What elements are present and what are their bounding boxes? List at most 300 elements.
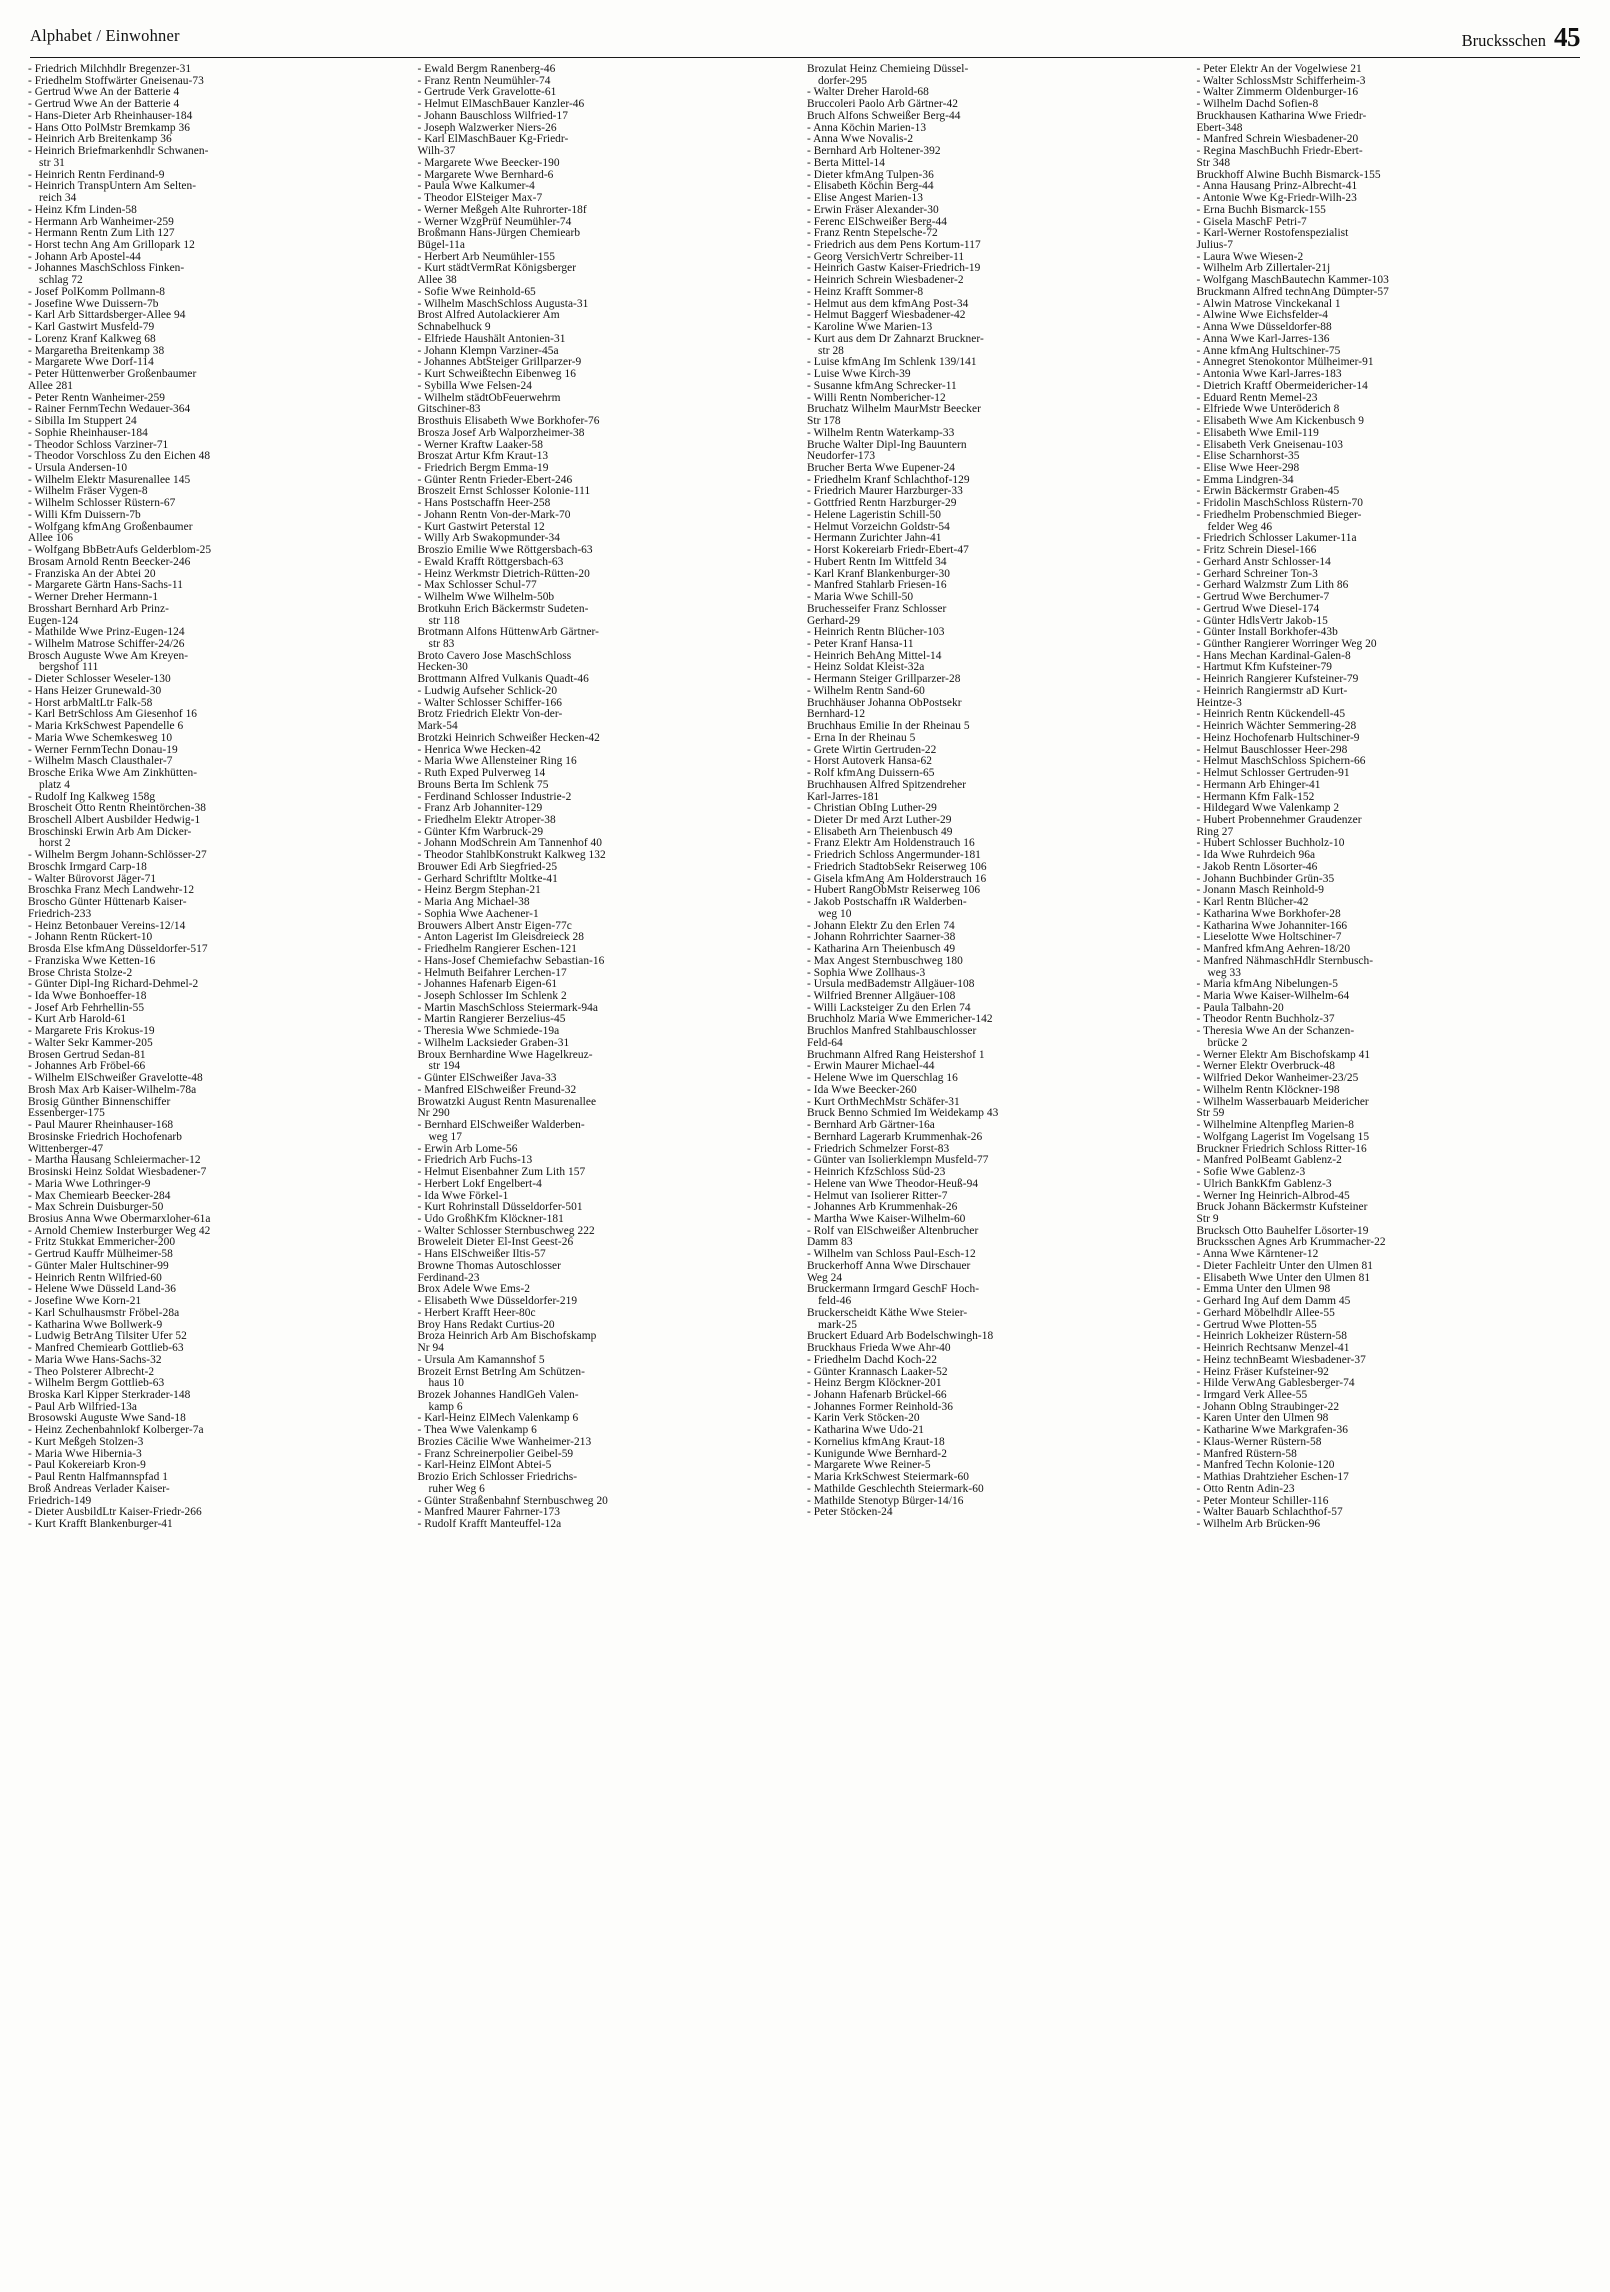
directory-entry: ruher Weg 6 (428, 1482, 485, 1495)
directory-entry: - Dieter AusbildLtr Kaiser-Friedr-266 (28, 1506, 202, 1519)
directory-entry: - Gertrud Wwe Diesel-174 (1196, 602, 1320, 615)
directory-entry: - Wilhelm Bergm Gottlieb-63 (28, 1377, 165, 1390)
directory-entry: Brosthuis Elisabeth Wwe Borkhofer-76 (417, 415, 600, 428)
directory-entry: - Heinz Soldat Kleist-32a (807, 661, 925, 674)
entry-list-3 (807, 64, 1185, 1519)
directory-entry: Broszat Artur Kfm Kraut-13 (417, 450, 549, 463)
directory-entry: - Heinrich Gastw Kaiser-Friedrich-19 (807, 262, 981, 275)
directory-entry: - Wilhelm Wasserbauarb Meidericher (1196, 1095, 1369, 1108)
directory-entry: - Heinz Betonbauer Vereins-12/14 (28, 919, 186, 932)
directory-entry: - Wolfgang MaschBautechn Kammer-103 (1196, 274, 1389, 287)
directory-entry: - Ludwig BetrAng Tilsiter Ufer 52 (28, 1330, 187, 1343)
directory-entry: - Ida Wwe Bonhoeffer-18 (28, 990, 147, 1003)
directory-entry: - Manfred Maurer Fahrner-173 (417, 1506, 561, 1519)
directory-entry: - Erwin Maurer Michael-44 (807, 1060, 935, 1073)
directory-entry: Brosig Günther Binnenschiffer (28, 1095, 171, 1108)
directory-entry: - Lorenz Kranf Kalkweg 68 (28, 332, 156, 345)
directory-entry: Brouwers Albert Anstr Eigen-77c (417, 919, 572, 932)
directory-entry: - Emma Unter den Ulmen 98 (1196, 1283, 1331, 1296)
directory-entry: Broschell Albert Ausbilder Hedwig-1 (28, 814, 201, 826)
directory-entry: - Ida Wwe Beecker-260 (807, 1083, 917, 1096)
directory-entry: - Bernhard Lagerarb Krummenhak-26 (807, 1130, 983, 1143)
directory-entry: - Gerhard Walzmstr Zum Lith 86 (1196, 579, 1349, 592)
directory-entry: - Berta Mittel-14 (807, 156, 886, 169)
directory-entry: - Walter Dreher Harold-68 (807, 86, 929, 99)
directory-entry: - Wilhelm Arb Zillertaler-21j (1196, 262, 1331, 275)
directory-entry: - Rudolf Ing Kalkweg 158g (28, 790, 156, 803)
directory-entry: - Wilhelm Dachd Sofien-8 (1196, 98, 1319, 111)
directory-entry: - Heinrich Rentn Wilfried-60 (28, 1271, 162, 1284)
directory-entry: - Wilhelm Lacksieder Graben-31 (417, 1036, 570, 1049)
directory-entry: - Anna Hausang Prinz-Albrecht-41 (1196, 180, 1358, 193)
directory-entry: - Manfred NähmaschHdlr Sternbusch- (1196, 954, 1374, 967)
directory-entry: Friedrich-149 (28, 1494, 92, 1507)
directory-entry: weg 10 (818, 907, 852, 920)
directory-entry: - Erwin Arb Lome-56 (417, 1142, 518, 1155)
directory-entry: Brosius Anna Wwe Obermarxloher-61a (28, 1212, 211, 1225)
directory-entry: - Erwin Bäckermstr Graben-45 (1196, 485, 1340, 498)
directory-entry: - Rolf van ElSchweißer Altenbrucher (807, 1224, 979, 1237)
directory-entry: - Bernhard ElSchweißer Walderben- (417, 1119, 585, 1132)
directory-entry: - Wilfried Brenner Allgäuer-108 (807, 990, 956, 1003)
directory-entry: Brozio Erich Schlosser Friedrichs- (417, 1471, 578, 1484)
directory-entry: - Helmut Vorzeichn Goldstr-54 (807, 520, 950, 533)
directory-entry: Bruchatz Wilhelm MaurMstr Beecker (807, 403, 981, 416)
header-divider (30, 57, 1580, 58)
directory-entry: - Manfred Rüstern-58 (1196, 1447, 1297, 1460)
directory-entry: - Friedrich StadtobSekr Reiserweg 106 (807, 860, 987, 873)
directory-entry: - Maria KrkSchwest Steiermark-60 (807, 1471, 969, 1484)
directory-entry: - Johann Bauschloss Wilfried-17 (417, 109, 569, 122)
directory-entry: - Johannes Arb Krummenhak-26 (807, 1201, 958, 1214)
directory-entry: Friedrich-233 (28, 907, 92, 920)
directory-entry: - Helmut Eisenbahner Zum Lith 157 (417, 1166, 586, 1179)
directory-entry: - Hans Postschaffn Heer-258 (417, 497, 551, 510)
directory-entry: - Erna In der Rheinau 5 (807, 731, 916, 744)
directory-entry: - Manfred Schrein Wiesbadener-20 (1196, 133, 1359, 146)
directory-entry: Allee 38 (417, 274, 457, 287)
directory-entry: - Gertrud Kauffr Mülheimer-58 (28, 1248, 173, 1261)
directory-entry: Broscho Günter Hüttenarb Kaiser- (28, 896, 187, 909)
directory-entry: - Gisela kfmAng Am Holderstrauch 16 (807, 872, 987, 885)
directory-entry: - Hubert RangObMstr Reiserweg 106 (807, 884, 981, 897)
directory-entry: mark-25 (818, 1318, 857, 1331)
directory-entry: - Helmut Bauschlosser Heer-298 (1196, 743, 1348, 756)
directory-entry: - Manfred ElSchweißer Freund-32 (417, 1083, 577, 1096)
directory-entry: haus 10 (428, 1377, 464, 1390)
directory-entry: Broux Bernhardine Wwe Hagelkreuz- (417, 1048, 593, 1061)
directory-entry: - Dietrich Kraftf Obermeidericher-14 (1196, 379, 1368, 392)
directory-entry: - Heinrich Rentn Kückendell-45 (1196, 708, 1346, 721)
directory-entry: - Franz Rentn Neumühler-74 (417, 74, 551, 87)
directory-entry: - Helmut aus dem kfmAng Post-34 (807, 297, 969, 310)
directory-entry: Damm 83 (807, 1236, 853, 1249)
directory-entry: - Rudolf Krafft Manteuffel-12a (417, 1518, 562, 1531)
directory-entry: - Mathilde Geschlechth Steiermark-60 (807, 1482, 984, 1495)
directory-entry: Julius-7 (1196, 239, 1233, 252)
directory-entry: dorfer-295 (818, 74, 867, 87)
directory-entry: - Martha Hausang Schleiermacher-12 (28, 1154, 201, 1167)
directory-entry: - Franz Arb Johanniter-129 (417, 802, 543, 815)
directory-entry: - Anton Lagerist Im Gleisdreieck 28 (417, 931, 585, 944)
directory-entry: Bruchholz Maria Wwe Emmericher-142 (807, 1013, 993, 1026)
directory-entry: Bruche Walter Dipl-Ing Bauuntern (807, 438, 967, 451)
directory-entry: - Johannes Arb Fröbel-66 (28, 1060, 146, 1073)
directory-entry: - Heinz Hochofenarb Hultschiner-9 (1196, 731, 1360, 744)
directory-entry: Bruchlos Manfred Stahlbauschlosser (807, 1025, 977, 1038)
directory-entry: - Willi Lacksteiger Zu den Erlen 74 (807, 1001, 971, 1014)
directory-entry: - Gerhard Ing Auf dem Damm 45 (1196, 1295, 1351, 1308)
directory-entry: - Anne kfmAng Hultschiner-75 (1196, 344, 1341, 357)
directory-entry: - Hans Otto PolMstr Bremkamp 36 (28, 121, 190, 134)
directory-entry: - Hans-Josef Chemiefachw Sebastian-16 (417, 954, 605, 967)
directory-entry: - Sophia Wwe Aachener-1 (417, 907, 539, 920)
directory-entry: - Friedrich Milchhdlr Bregenzer-31 (28, 63, 192, 75)
directory-entry: - Franziska An der Abtei 20 (28, 567, 156, 580)
directory-entry: - Elfriede Wwe Unteröderich 8 (1196, 403, 1340, 416)
directory-entry: - Günter Rentn Frieder-Ebert-246 (417, 473, 573, 486)
directory-entry: - Regina MaschBuchh Friedr-Ebert- (1196, 145, 1363, 158)
directory-entry: - Kurt städtVermRat Königsberger (417, 262, 577, 275)
directory-entry: - Wilhelm van Schloss Paul-Esch-12 (807, 1248, 976, 1261)
directory-entry: - Günter ElSchweißer Java-33 (417, 1072, 557, 1085)
directory-entry: Brozulat Heinz Chemieing Düssel- (807, 63, 969, 75)
directory-entry: - Helene Wwe im Querschlag 16 (807, 1072, 958, 1085)
directory-entry: - Josef PolKomm Pollmann-8 (28, 285, 166, 298)
directory-entry: - Gerhard Möbelhdlr Allee-55 (1196, 1306, 1335, 1319)
directory-entry: - Peter Rentn Wanheimer-259 (28, 391, 165, 404)
directory-entry: - Theodor Vorschloss Zu den Eichen 48 (28, 450, 211, 463)
directory-entry: Brox Adele Wwe Ems-2 (417, 1283, 530, 1296)
directory-entry: - Johannes AbtSteiger Grillparzer-9 (417, 356, 582, 369)
directory-entry: - Wilhelm Masch Clausthaler-7 (28, 755, 173, 768)
directory-entry: - Katharine Wwe Markgrafen-36 (1196, 1424, 1348, 1437)
directory-entry: - Friedrich Schlosser Lakumer-11a (1196, 532, 1357, 545)
directory-entry: - Martin Rangierer Berzelius-45 (417, 1013, 566, 1026)
directory-entry: - Grete Wirtin Gertruden-22 (807, 743, 937, 756)
directory-entry: - Johann Elektr Zu den Erlen 74 (807, 919, 955, 932)
directory-entry: - Karl Arb Sittardsberger-Allee 94 (28, 309, 186, 322)
directory-entry: - Gisela MaschF Petri-7 (1196, 215, 1307, 228)
directory-entry: Bruchhäuser Johanna ObPostsekr (807, 696, 962, 709)
directory-entry: felder Weg 46 (1207, 520, 1273, 533)
directory-entry: - Katharina Arn Theienbusch 49 (807, 943, 956, 956)
directory-entry: - Horst techn Ang Am Grillopark 12 (28, 239, 195, 252)
directory-entry: Str 178 (807, 415, 841, 428)
directory-entry: - Theodor ElSteiger Max-7 (417, 192, 543, 205)
directory-entry: - Kurt OrthMechMstr Schäfer-31 (807, 1095, 960, 1108)
directory-entry: Brosche Erika Wwe Am Zinkhütten- (28, 767, 198, 780)
directory-entry: - Willy Arb Swakopmunder-34 (417, 532, 561, 545)
directory-entry: - Hermann Kfm Falk-152 (1196, 790, 1315, 803)
directory-entry: - Peter Hüttenwerber Großenbaumer (28, 368, 197, 381)
directory-entry: - Ferenc ElSchweißer Berg-44 (807, 215, 948, 228)
directory-entry: - Karen Unter den Ulmen 98 (1196, 1412, 1329, 1425)
directory-entry: Brucher Berta Wwe Eupener-24 (807, 461, 956, 474)
directory-entry: - Wilhelm Rentn Sand-60 (807, 684, 925, 697)
directory-entry: - Walter Schlosser Schiffer-166 (417, 696, 563, 709)
directory-entry: - Martin MaschSchloss Steiermark-94a (417, 1001, 599, 1014)
directory-entry: Bruchesseifer Franz Schlosser (807, 602, 947, 615)
directory-entry: Heintze-3 (1196, 696, 1242, 709)
directory-entry: - Heinrich KfzSchloss Süd-23 (807, 1166, 946, 1179)
directory-entry: Gitschiner-83 (417, 403, 481, 416)
directory-entry: - Margarete Fris Krokus-19 (28, 1025, 155, 1038)
directory-entry: Bruch Alfons Schweißer Berg-44 (807, 109, 961, 122)
directory-entry: - Wilhelm Schlosser Rüstern-67 (28, 497, 176, 510)
directory-entry: - Wilfried Dekor Wanheimer-23/25 (1196, 1072, 1359, 1085)
directory-entry: - Mathias Drahtzieher Eschen-17 (1196, 1471, 1349, 1484)
directory-entry: - Hans Mechan Kardinal-Galen-8 (1196, 649, 1351, 662)
directory-entry: - Elisabeth Köchin Berg-44 (807, 180, 934, 193)
directory-entry: Brosza Josef Arb Walporzheimer-38 (417, 426, 585, 439)
directory-entry: - Erwin Fräser Alexander-30 (807, 203, 939, 216)
directory-entry: - Franz Rentn Stepelsche-72 (807, 227, 938, 240)
directory-column-1 (28, 64, 418, 2274)
directory-entry: - Karl-Heinz ElMech Valenkamp 6 (417, 1412, 579, 1425)
directory-entry: - Elise Wwe Heer-298 (1196, 461, 1300, 474)
directory-entry: - Peter Monteur Schiller-116 (1196, 1494, 1329, 1507)
directory-entry: - Peter Stöcken-24 (807, 1506, 893, 1519)
directory-entry: Str 348 (1196, 156, 1231, 169)
directory-entry: - Ursula Andersen-10 (28, 461, 128, 474)
directory-entry: - Walter Bürovorst Jäger-71 (28, 872, 157, 885)
directory-entry: - Friedhelm Stoffwärter Gneisenau-73 (28, 74, 204, 87)
directory-entry: - Friedhelm Kranf Schlachthof-129 (807, 473, 970, 486)
directory-entry: - Maria Wwe Schill-50 (807, 591, 914, 604)
directory-entry: - Heinrich Wächter Semmering-28 (1196, 720, 1357, 733)
directory-entry: - Kurt Rohrinstall Düsseldorfer-501 (417, 1201, 583, 1214)
directory-entry: - Lieselotte Wwe Holtschiner-7 (1196, 931, 1342, 944)
directory-entry: - Hubert Rentn Im Wittfeld 34 (807, 555, 947, 568)
directory-entry: - Anna Wwe Karl-Jarres-136 (1196, 332, 1330, 345)
directory-entry: - Katharina Wwe Borkhofer-28 (1196, 907, 1341, 920)
entry-list-4 (1197, 64, 1575, 1531)
directory-entry: Broschka Franz Mech Landwehr-12 (28, 884, 195, 897)
directory-columns (28, 64, 1586, 2274)
directory-entry: - Walter Zimmerm Oldenburger-16 (1196, 86, 1359, 99)
directory-entry: - Werner Dreher Hermann-1 (28, 591, 159, 604)
directory-entry: Bruckerscheidt Käthe Wwe Steier- (807, 1306, 968, 1319)
directory-entry: Bruckert Eduard Arb Bodelschwingh-18 (807, 1330, 994, 1343)
directory-entry: - Peter Elektr An der Vogelwiese 21 (1196, 63, 1362, 75)
directory-entry: - Heinrich Rechtsanw Menzel-41 (1196, 1342, 1350, 1355)
directory-entry: - Wilhelm Matrose Schiffer-24/26 (28, 637, 185, 650)
directory-entry: - Wilhelm städtObFeuerwehrm (417, 391, 561, 404)
directory-entry: - Katharina Wwe Johanniter-166 (1196, 919, 1348, 932)
directory-entry: Brotmann Alfons HüttenwArb Gärtner- (417, 626, 600, 639)
directory-entry: feld-46 (818, 1295, 852, 1308)
directory-entry: Browne Thomas Autoschlosser (417, 1259, 562, 1272)
directory-entry: - Joseph Schlosser Im Schlenk 2 (417, 990, 567, 1003)
directory-entry: - Thea Wwe Valenkamp 6 (417, 1424, 537, 1437)
directory-entry: - Herbert Krafft Heer-80c (417, 1306, 536, 1319)
directory-entry: - Max Schrein Duisburger-50 (28, 1201, 164, 1214)
directory-entry: - Friedrich Schloss Angermunder-181 (807, 849, 981, 862)
directory-entry: - Günter Install Borkhofer-43b (1196, 626, 1338, 639)
directory-entry: - Heinz Kfm Linden-58 (28, 203, 137, 216)
directory-entry: str 28 (818, 344, 844, 357)
directory-entry: - Gerhard Schreiner Ton-3 (1196, 567, 1318, 580)
directory-entry: - Maria Wwe Schemkesweg 10 (28, 731, 173, 744)
directory-entry: str 118 (428, 614, 460, 627)
directory-entry: - Wilhelm Fräser Vygen-8 (28, 485, 148, 498)
directory-entry: - Annegret Stenokontor Mülheimer-91 (1196, 356, 1374, 369)
directory-entry: - Wilhelm Elektr Masurenallee 145 (28, 473, 191, 486)
directory-entry: Gerhard-29 (807, 614, 860, 627)
directory-entry: - Manfred Techn Kolonie-120 (1196, 1459, 1335, 1472)
directory-entry: - Elisabeth Wwe Emil-119 (1196, 426, 1319, 439)
directory-entry: Ebert-348 (1196, 121, 1243, 134)
directory-entry: - Dieter Dr med Arzt Luther-29 (807, 814, 952, 826)
directory-entry: - Anna Köchin Marien-13 (807, 121, 927, 134)
directory-entry: - Hermann Rentn Zum Lith 127 (28, 227, 175, 240)
directory-entry: - Hans Heizer Grunewald-30 (28, 684, 162, 697)
directory-entry: Bruckerhoff Anna Wwe Dirschauer (807, 1259, 971, 1272)
header-right-group (1462, 22, 1580, 53)
directory-entry: - Helene van Wwe Theodor-Heuß-94 (807, 1177, 979, 1190)
directory-entry: reich 34 (39, 192, 77, 205)
directory-entry: Bruchmann Alfred Rang Heistershof 1 (807, 1048, 985, 1061)
header-left-title: Alphabet / Einwohner (30, 26, 180, 45)
directory-entry: - Luise Wwe Kirch-39 (807, 368, 911, 381)
directory-entry: - Hans-Dieter Arb Rheinhauser-184 (28, 109, 193, 122)
directory-entry: - Günter Krannasch Laaker-52 (807, 1365, 948, 1378)
directory-entry: - Ruth Exped Pulverweg 14 (417, 767, 546, 780)
page-header (30, 22, 1580, 60)
directory-entry: Ring 27 (1196, 825, 1234, 838)
directory-entry: Weg 24 (807, 1271, 843, 1284)
directory-entry: - Heinrich TranspUntern Am Selten- (28, 180, 197, 193)
directory-entry: Bruckner Friedrich Schloss Ritter-16 (1196, 1142, 1367, 1155)
directory-entry: - Eduard Rentn Memel-23 (1196, 391, 1318, 404)
directory-entry: - Georg VersichVertr Schreiber-11 (807, 250, 965, 263)
directory-entry: - Horst Kokereiarb Friedr-Ebert-47 (807, 544, 969, 557)
directory-entry: Brosinski Heinz Soldat Wiesbadener-7 (28, 1166, 207, 1179)
directory-entry: platz 4 (39, 778, 71, 791)
directory-entry: - Franziska Wwe Ketten-16 (28, 954, 156, 967)
directory-entry: - Sibilla Im Stuppert 24 (28, 415, 137, 428)
directory-entry: - Fridolin MaschSchloss Rüstern-70 (1196, 497, 1364, 510)
directory-entry: - Johann Klempn Varziner-45a (417, 344, 559, 357)
directory-entry: - Heinrich Arb Breitenkamp 36 (28, 133, 172, 146)
directory-entry: - Arnold Chemiew Insterburger Weg 42 (28, 1224, 211, 1237)
directory-entry: Bruck Benno Schmied Im Weidekamp 43 (807, 1107, 999, 1120)
directory-entry: - Johann Rentn Von-der-Mark-70 (417, 508, 571, 521)
directory-entry: - Max Chemiearb Beecker-284 (28, 1189, 171, 1202)
directory-entry: - Hermann Arb Wanheimer-259 (28, 215, 174, 228)
entry-list-1 (28, 64, 406, 1531)
directory-entry: Bruckmann Alfred technAng Dümpter-57 (1196, 285, 1389, 298)
directory-entry: - Helmut Baggerf Wiesbadener-42 (807, 309, 966, 322)
directory-entry: - Heinz Krafft Sommer-8 (807, 285, 924, 298)
directory-entry: - Günther Rangierer Worringer Weg 20 (1196, 637, 1377, 650)
directory-entry: - Hermann Zurichter Jahn-41 (807, 532, 942, 545)
directory-entry: - Hermann Arb Ehinger-41 (1196, 778, 1321, 791)
directory-entry: Feld-64 (807, 1036, 843, 1049)
directory-entry: - Theodor Rentn Buchholz-37 (1196, 1013, 1335, 1026)
directory-entry: - Kornelius kfmAng Kraut-18 (807, 1435, 945, 1448)
directory-entry: - Hubert Schlosser Buchholz-10 (1196, 837, 1345, 850)
directory-entry: - Hubert Probennehmer Graudenzer (1196, 814, 1362, 826)
directory-entry: - Paul Arb Wilfried-13a (28, 1400, 137, 1413)
directory-entry: - Kurt Krafft Blankenburger-41 (28, 1518, 173, 1531)
directory-entry: - Joseph Walzwerker Niers-26 (417, 121, 557, 134)
directory-entry: - Elisabeth Verk Gneisenau-103 (1196, 438, 1343, 451)
directory-entry: - Theo Polsterer Albrecht-2 (28, 1365, 155, 1378)
directory-entry: Bruchhausen Alfred Spitzendreher (807, 778, 967, 791)
directory-entry: - Werner Elektr Am Bischofskamp 41 (1196, 1048, 1371, 1061)
directory-entry: - Walter Sekr Kammer-205 (28, 1036, 153, 1049)
directory-entry: - Heinrich Schrein Wiesbadener-2 (807, 274, 964, 287)
directory-entry: - Elisabeth Wwe Unter den Ulmen 81 (1196, 1271, 1371, 1284)
directory-entry: - Helene Wwe Düsseld Land-36 (28, 1283, 176, 1296)
directory-entry: - Helmut Schlosser Gertruden-91 (1196, 767, 1350, 780)
directory-entry: Karl-Jarres-181 (807, 790, 880, 803)
directory-entry: - Dieter Schlosser Weseler-130 (28, 673, 171, 686)
directory-entry: - Kurt Gastwirt Peterstal 12 (417, 520, 545, 533)
directory-entry: - Wilhelm Bergm Johann-Schlösser-27 (28, 849, 207, 862)
directory-entry: - Elisabeth Arn Theienbusch 49 (807, 825, 953, 838)
directory-entry: - Wilhelm Rentn Klöckner-198 (1196, 1083, 1340, 1096)
directory-entry: Bruchhaus Emilie In der Rheinau 5 (807, 720, 970, 733)
directory-entry: - Paul Kokereiarb Kron-9 (28, 1459, 146, 1472)
directory-entry: - Kurt aus dem Dr Zahnarzt Bruckner- (807, 332, 984, 345)
directory-entry: - Mathilde Stenotyp Bürger-14/16 (807, 1494, 964, 1507)
directory-entry: Nr 94 (417, 1342, 445, 1355)
directory-entry: - Dieter Fachleitr Unter den Ulmen 81 (1196, 1259, 1373, 1272)
directory-entry: - Karoline Wwe Marien-13 (807, 321, 933, 334)
directory-entry: - Antonie Wwe Kg-Friedr-Wilh-23 (1196, 192, 1357, 205)
directory-entry: - Herbert Lokf Engelbert-4 (417, 1177, 542, 1190)
directory-entry: - Maria Wwe Hans-Sachs-32 (28, 1353, 162, 1366)
directory-entry: - Wilhelm Wwe Wilhelm-50b (417, 591, 555, 604)
directory-entry: - Luise kfmAng Im Schlenk 139/141 (807, 356, 977, 369)
directory-entry: - Erna Buchh Bismarck-155 (1196, 203, 1326, 216)
directory-entry: - Sybilla Wwe Felsen-24 (417, 379, 533, 392)
directory-entry: - Günter Straßenbahnf Sternbuschweg 20 (417, 1494, 608, 1507)
directory-entry: - Gertrud Wwe An der Batterie 4 (28, 86, 180, 99)
directory-entry: - Elise Angest Marien-13 (807, 192, 924, 205)
directory-entry: - Udo GroßhKfm Klöckner-181 (417, 1212, 564, 1225)
directory-entry: - Paul Rentn Halfmannspfad 1 (28, 1471, 168, 1484)
directory-entry: - Kurt Arb Harold-61 (28, 1013, 127, 1026)
directory-entry: - Gertrude Verk Gravelotte-61 (417, 86, 557, 99)
directory-entry: - Friedrich Bergm Emma-19 (417, 461, 549, 474)
directory-entry: - Gertrud Wwe Berchumer-7 (1196, 591, 1330, 604)
directory-entry: - Maria kfmAng Nibelungen-5 (1196, 978, 1338, 991)
directory-entry: - Friedhelm Probenschmied Bieger- (1196, 508, 1362, 521)
directory-entry: - Kurt Meßgeh Stolzen-3 (28, 1435, 144, 1448)
directory-entry: Hecken-30 (417, 661, 468, 674)
directory-entry: Brosch Auguste Wwe Am Kreyen- (28, 649, 189, 662)
directory-entry: - Susanne kfmAng Schrecker-11 (807, 379, 957, 392)
directory-entry: - Elfriede Haushält Antonien-31 (417, 332, 566, 345)
directory-entry: - Franz Schreinerpolier Geibel-59 (417, 1447, 574, 1460)
directory-entry: - Josefine Wwe Korn-21 (28, 1295, 142, 1308)
directory-entry: Bügel-11a (417, 239, 465, 252)
directory-entry: - Alwin Matrose Vinckekanal 1 (1196, 297, 1341, 310)
directory-entry: - Josef Arb Fehrhellin-55 (28, 1001, 145, 1014)
directory-entry: Brucksschen Agnes Arb Krummacher-22 (1196, 1236, 1386, 1249)
directory-entry: - Günter HdlsVertr Jakob-15 (1196, 614, 1328, 627)
directory-entry: - Karl BetrSchloss Am Giesenhof 16 (28, 708, 198, 721)
directory-entry: - Helmut van Isolierer Ritter-7 (807, 1189, 948, 1202)
directory-entry: - Irmgard Verk Allee-55 (1196, 1388, 1308, 1401)
directory-entry: - Ludwig Aufseher Schlick-20 (417, 684, 558, 697)
directory-entry: - Klaus-Werner Rüstern-58 (1196, 1435, 1322, 1448)
directory-entry: - Wolfgang BbBetrAufs Gelderblom-25 (28, 544, 212, 557)
